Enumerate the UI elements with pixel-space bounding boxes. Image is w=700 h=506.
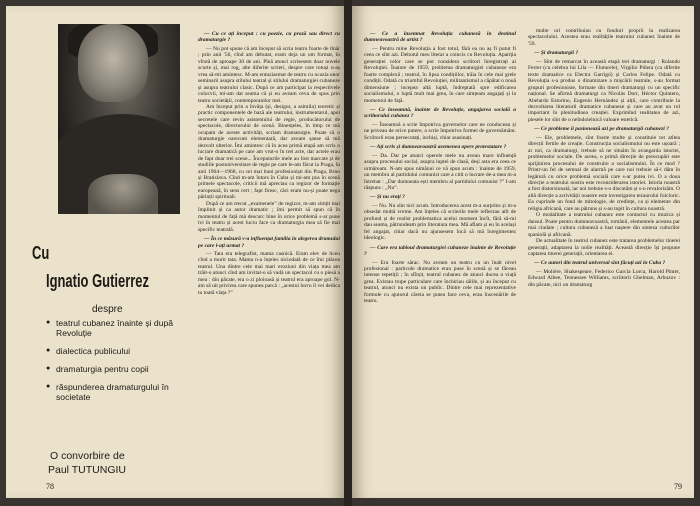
interview-paragraph: multe ori contribuiau cu fonduri proprii la realizarea spectacolului. Acestea erau realitățile teatrului cubanez înainte de '59. xyxy=(528,28,680,47)
right-text-column-1 xyxy=(364,28,516,480)
interview-question: — Ce a însemnat Revoluția cubaneză în destinul dumneavoastră de artist ? xyxy=(364,31,516,44)
interview-paragraph: — Era foarte sărac. Nu aveam un teatru cu un înalt nivel profesional : particule dramatice erau puse în scenă și se făceau intense repetiții ; în sfîrșit, teatrul cubanez de atunci ducea o viață grea. Existau trupe particulare care închiriau sălile, și au început cu teatrul, atunci nu exista un public. Dintre cele mai reprezentative formule cu ajutorul căreia se putea face ceva, erau înscenările de teatru. xyxy=(364,259,516,305)
interview-paragraph: — Pentru mine Revoluția a fost totul, fără ea nu aș fi putut fi ceea ce sînt azi. Debutul meu literar a coincis cu Revoluția. Apariția generației celor care se pot considera scriitori înregistrați ai Revoluției. Înainte de 1959, problema dramaturgiei cubaneze era foarte complexă ; teatrul, în lipsa condițiilor, trăia în cele mai grele condiții. Odată cu triumful Revoluției, militantismul a căpătat o nouă dimensiune ; incepea altă luptă, îndreptată spre edificarea socialismului, o luptă mult mai grea, în care simțeam angajați și la momentul de față. xyxy=(364,45,516,104)
interview-paragraph: O modalitate a teatrului cubanez este contactul cu muzica și dansul. Poate pentru dumneavoastră, românii, elementele acestea par mai ciudate ; cultura cubaneză a luat naștere din sinteza culturilor spaniolă și africană. xyxy=(528,212,680,238)
interview-question: — Ce probleme îi pasionează azi pe dramaturgii cubanezi ? xyxy=(534,126,669,133)
left-page xyxy=(6,6,344,498)
byline-prefix: O convorbire de xyxy=(50,450,125,462)
right-page xyxy=(352,6,694,498)
left-text-column xyxy=(198,28,340,480)
page-number-left: 78 xyxy=(46,482,54,491)
topic-item: ● teatrul cubanez înainte și după Revoluție xyxy=(46,318,196,338)
title-cu: Cu xyxy=(32,243,50,263)
portrait-hand xyxy=(88,174,158,214)
interview-paragraph: După ce am trecut „examenele” de regizor, m-am simțit mai împlinit și ca autor dramatic ; îmi permit să spun că în momentul de față mă descurc bine în orice problemă s-ar pune ivi în teatru și acest lucru face ca dramaturgia mea să fie mai specific teatrală. xyxy=(198,200,340,233)
topic-list xyxy=(46,318,196,410)
topic-item: ● răspunderea dramaturgului în societate xyxy=(46,382,196,402)
page-number-right: 79 xyxy=(674,482,682,491)
topic-item: ● dramaturgia pentru copii xyxy=(46,364,196,374)
title-despre: despre xyxy=(92,304,123,315)
topic-item: ● dialectica publicului xyxy=(46,346,196,356)
interview-question: — Ce autori din teatrul universal sînt făcuți azi în Cuba ? xyxy=(534,260,666,267)
title-name: Ignatio Gutierrez xyxy=(46,271,149,291)
interview-question: — Cu ce ați început : cu poezie, cu proză sau direct cu dramaturgie ? xyxy=(198,31,340,44)
interview-question: — Și nu erați ? xyxy=(370,194,405,201)
interview-paragraph: — Sînt de remarcat în această etapă trei dramaturgi : Rolando Ferrer (cu celebra lui Lila — Fluturele), Virgilio Piñera (cu diferite texte dramatice ca Electra Garrigó) și Carlos Felipe. Odată cu Revoluția s-a produs o dinamizare a mișcării teatrale, s-au format grupuri profesioniste, formate din tineri dramaturgi cu un specific național. Se afirmă dramaturgi ca Nicolás Dorr, Héctor Quintero, Abelardo Estorino, Eugenio Hernández și alții, care contribuie la dezvoltarea literaturii dramatice cubaneze și care au avut un rol important în plenitudinea creației. Exprimînd realitatea de azi, piesele lor sînt de o neîndoielnică valoare estetică. xyxy=(528,58,680,123)
interview-paragraph: — Tata era telegrafist, mama casnică. Eram elev de liceu cînd a murit tata. Mama n-a înțeles niciodată de ce îmi plăcea teatrul. Una dintre cele mai mari eroziuni din viața mea am trăit-o atunci cînd am invitat-o să vadă un spectacol cu o piesă a mea : din păcate, era o zi ploioasă și teatrul era aproape gol. N-am să uit privirea care spunea parcă : „acestui lucru îi vei dedica tu toată viața ?” xyxy=(198,250,340,296)
author-portrait xyxy=(58,24,180,214)
interview-paragraph: — Molière, Shakespeare, Federico García Lorca, Harold Pinter, Edward Albee, Tennessee Williams, scriitorii Ghelman, Arbuzov : din păcate, nici un dramaturg xyxy=(528,268,680,288)
interview-question: — În ce măsură v-a influențat familia în alegerea drumului pe care l-ați urmat ? xyxy=(198,236,340,249)
interview-paragraph: — Nu pot spune că am început să scriu teatru foarte de tînăr ; prin anii '56, cînd am debutat, eram deja un om format, în vîrstă de aproape 30 de ani. Pînă atunci scrisesem doar nuvele scurte și, mai rog, alte diferite scrieri, despre care totuși n-aș vrea să-mi amintesc. M-am entuziasmat de teatru cu ocazia unor seminarii asupra stilului teatral și stilului dramaturgiei cubaneze și asupra teatrului clasic. După ce am participat la respectivele colocvii, mi-am dat seama că și eu aveam ceva de spus prin teatru societății, contemporanilor mei. xyxy=(198,45,340,104)
interview-question: — Ce înseamnă, înainte de Revoluție, angajarea socială a scriitorului cubanez ? xyxy=(364,106,516,120)
interview-question: — Și dramaturgii ? xyxy=(534,50,579,57)
interview-paragraph: — Nu. Nu sînt nici acum. Introducerea acest m-a surprins și m-a obsedat multă vreme. Am înțeles că scrierile mele reflectau atît de profund și de realist problematica acelui moment încît, fără să-mi dau seama, pătrundeam prin literatura mea. Mă aflam și eu în același fel angajat, chiar dacă nu ajunsesem încă să mă înregimentez ideologic. xyxy=(364,202,516,242)
portrait-face xyxy=(78,24,148,102)
byline-author: Paul TUTUNGIU xyxy=(48,464,126,476)
right-text-column-2 xyxy=(528,28,680,480)
interview-question: — Care era tabloul dramaturgiei cubaneze înainte de Revoluție ? xyxy=(364,244,516,258)
interview-paragraph: — Da. Dar pe atunci operele mele nu aveau mare influență asupra procesului social, asupra luptei de clasă, deși asta era ceea ce urmăream. N-am spus nimănui ce vă spun acum : înainte de 1959, un membru al partidului comunist care a citit o lucrare de-a mea m-a întrebat : „Dar dumneata ești membru al partidului comunist ?” I-am răspuns : „Nu”. xyxy=(364,152,516,191)
interview-paragraph: De actualitate în teatrul cubanez este tratarea problemelor tinerei generații, adaptarea la noile realități. Această direcție își propune captarea tinerei generații, orientarea ei. xyxy=(528,238,680,257)
interview-question: — Ați scris și dumneavoastră asemenea opere protestatare ? xyxy=(370,144,507,151)
interview-paragraph: — Înseamnă a scrie împotriva guvernelor care ne conduceau și ne priveau de orice putere, a scrie împotriva formei de guvernământ. Scriitorii erau persecutați, inchiși, chiar asasinați. xyxy=(364,121,516,141)
interview-paragraph: — Ele, problemele, sînt foarte multe și constituie tot atîtea direcții fertile de creație. Construcția socialismului nu este ușoară ; ar noi, ca dramaturgi, trebuie să ne situăm în avangarda istoriei, problemelor sociale. De aceea, o primă direcție de preocupări este sprijinirea procesului de construire a socialismului. În ce mod ? Printr-un fel de semnal de alarmă pe care noi trebuie să-l dăm în legătură cu orice problemă socială care s-ar putea ivi. O a doua direcție a teatrului nostru este reconsiderarea istoriei. Istoria noastră a fost distorsionată, iar noi trebuie s-o discutăm și s-o revalorizăm. O altă direcție a activității noastre este investigarea tezaurului folcloric. Ea cuprinde un fond de mitologie, de credințe, ca și elemente din religia africană, care au pătruns și s-au topit în cultura noastră. xyxy=(528,134,680,212)
book-gutter xyxy=(344,0,352,506)
interview-paragraph: Am început prin a învăța (și, desigur, a asimila) teoretic și practic componentele de bază ale teatrului, instrumentarul, apoi secretele care revin asistentului de regie, producătorului de spectacole, directorului de scenă. Binențeles, în timp ce mă ocupam de aceste activități, scriam dramaturgie. Poate că o dramaturgie oarecum elementară, dar aveam șanse să mă dezvolt ulterior. Îmi amintesc că în acea primă etapă am scris o lucrare dramatică pe care am vrut-o în trei acte, dar actele erau de fapt doar trei scene... Începuturile mele au fost marcate și de studiile postuniversitare de regie pe care le-am făcut la Praga, în anii 1964—1968, cu cei mai buni profesioniști din Praga, Brno și Bratislava. Cînd m-am întors în Cuba și mi-am pus în scenă primele spectacole, criticii mă apreciau ca regizor de formație europeană, în sens cert ; fapt firesc, căci eram nu-și poate nega părinții spirituali. xyxy=(198,103,340,201)
